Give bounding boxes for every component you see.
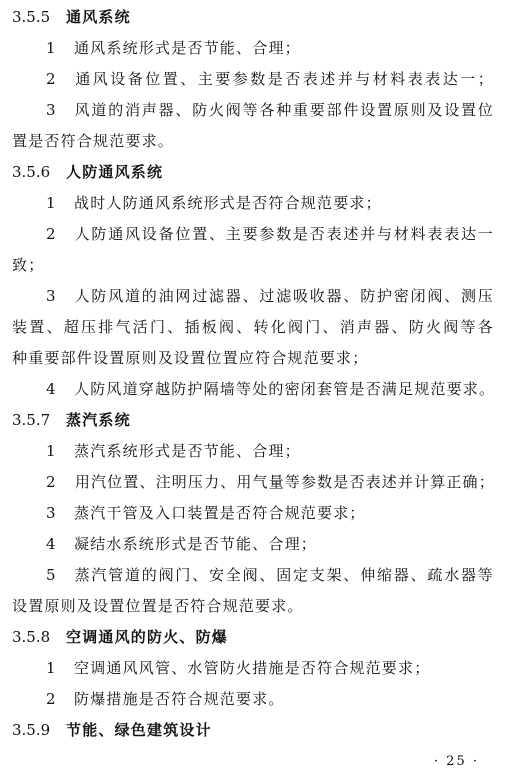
item-number: 1 (46, 442, 56, 460)
page-number: · 25 · (433, 754, 479, 769)
item-number: 1 (46, 659, 56, 677)
section-number: 3.5.7 (12, 411, 51, 429)
section-title: 人防通风系统 (66, 163, 164, 181)
item-text: 蒸汽干管及入口装置是否符合规范要求； (74, 504, 366, 522)
section-title: 空调通风的防火、防爆 (66, 628, 229, 646)
item-text: 用汽位置、注明压力、用气量等参数是否表述并计算正确； (74, 473, 494, 491)
section-title: 节能、绿色建筑设计 (66, 721, 212, 739)
item-number: 3 (46, 287, 56, 305)
item-text: 空调通风风管、水管防火措施是否符合规范要求； (74, 659, 431, 677)
list-item (46, 471, 494, 493)
item-text: 人防通风设备位置、主要参数是否表述并与材料表表达一 (74, 225, 494, 243)
list-item (46, 192, 509, 214)
item-text: 凝结水系统形式是否节能、合理； (74, 535, 318, 553)
section-heading (12, 719, 509, 741)
section-number: 3.5.9 (12, 721, 51, 739)
item-number: 1 (46, 39, 56, 57)
section-heading (12, 626, 509, 648)
item-continuation: 置是否符合规范要求。 (12, 132, 175, 150)
item-continuation: 致； (12, 256, 45, 274)
list-item (46, 223, 494, 245)
item-text: 通风设备位置、主要参数是否表述并与材料表表达一； (74, 70, 494, 88)
section-title: 通风系统 (66, 8, 131, 26)
section-heading (12, 161, 509, 183)
item-number: 2 (46, 690, 56, 708)
item-number: 2 (46, 473, 56, 491)
item-continuation: 装置、超压排气活门、插板阀、转化阀门、消声器、防火阀等各 (12, 318, 494, 336)
item-number: 3 (46, 504, 56, 522)
list-item (46, 37, 509, 59)
item-text: 防爆措施是否符合规范要求。 (74, 690, 285, 708)
list-item (46, 378, 509, 400)
list-item (46, 440, 509, 462)
item-text: 人防风道的油网过滤器、过滤吸收器、防护密闭阀、测压 (74, 287, 494, 305)
section-number: 3.5.5 (12, 8, 51, 26)
section-heading (12, 409, 509, 431)
list-item (46, 688, 509, 710)
list-item (46, 533, 509, 555)
item-text: 风道的消声器、防火阀等各种重要部件设置原则及设置位 (74, 101, 494, 119)
item-number: 2 (46, 225, 56, 243)
item-text: 人防风道穿越防护隔墙等处的密闭套管是否满足规范要求。 (74, 380, 496, 398)
section-title: 蒸汽系统 (66, 411, 131, 429)
item-number: 2 (46, 70, 56, 88)
section-number: 3.5.8 (12, 628, 51, 646)
list-item (46, 68, 494, 90)
item-number: 4 (46, 380, 56, 398)
item-text: 蒸汽管道的阀门、安全阀、固定支架、伸缩器、疏水器等 (74, 566, 494, 584)
item-number: 1 (46, 194, 56, 212)
item-continuation: 设置原则及设置位置是否符合规范要求。 (12, 597, 304, 615)
list-item (46, 564, 494, 586)
list-item (46, 657, 509, 679)
item-number: 5 (46, 566, 56, 584)
item-text: 通风系统形式是否节能、合理； (74, 39, 301, 57)
item-text: 蒸汽系统形式是否节能、合理； (74, 442, 301, 460)
section-heading (12, 6, 509, 28)
section-number: 3.5.6 (12, 163, 51, 181)
list-item (46, 99, 494, 121)
item-continuation: 种重要部件设置原则及设置位置应符合规范要求； (12, 349, 369, 367)
item-text: 战时人防通风系统形式是否符合规范要求； (74, 194, 382, 212)
item-number: 4 (46, 535, 56, 553)
item-number: 3 (46, 101, 56, 119)
list-item (46, 502, 509, 524)
list-item (46, 285, 494, 307)
